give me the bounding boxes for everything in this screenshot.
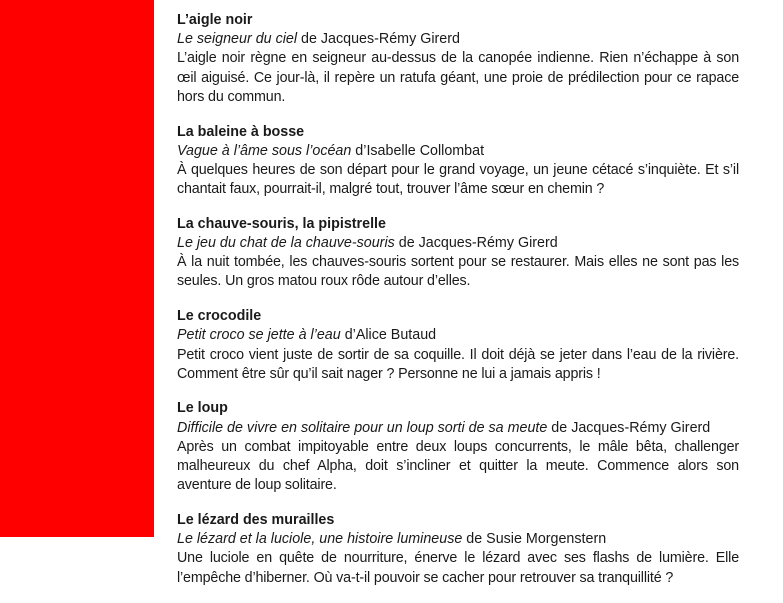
book-title: Petit croco se jette à l’eau (177, 327, 341, 344)
entry-description: Après un combat impitoyable entre deux loups concurrents, le mâle bêta, challenger malheureux du chef Alpha, doit s’incliner et quitter la meute. Commence alors son aventure de loup solitaire. (177, 438, 739, 494)
entry-source (177, 326, 739, 345)
author-name: Isabelle Collombat (366, 142, 485, 159)
entry-description: Une luciole en quête de nourriture, énerve le lézard avec ses flashs de lumière. Elle l’empêche d’hiberner. Où va-t-il pouvoir se cacher pour retrouver sa tranquillité ? (177, 550, 739, 586)
book-title: Le jeu du chat de la chauve-souris (177, 235, 395, 252)
book-list (177, 11, 739, 603)
author-prefix: d’ (351, 142, 367, 159)
entry-title: Le loup (177, 400, 228, 417)
book-entry-baleine-a-bosse (177, 123, 739, 200)
author-name: Jacques-Rémy Girerd (571, 419, 711, 436)
author-prefix: d’ (340, 327, 356, 344)
entry-source (177, 142, 739, 161)
author-prefix: de (394, 235, 419, 252)
entry-source (177, 234, 739, 253)
entry-source (177, 530, 739, 549)
author-prefix: de (547, 419, 572, 436)
entry-title: Le lézard des murailles (177, 511, 335, 528)
book-entry-crocodile (177, 307, 739, 384)
book-entry-lezard-des-murailles (177, 511, 739, 588)
author-name: Susie Morgenstern (486, 531, 607, 548)
author-prefix: de (297, 31, 321, 48)
author-name: Alice Butaud (355, 327, 437, 344)
entry-title: La baleine à bosse (177, 123, 305, 140)
entry-source (177, 30, 739, 49)
entry-title: Le crocodile (177, 308, 262, 325)
entry-title: La chauve-souris, la pipistrelle (177, 215, 386, 232)
author-prefix: de (462, 531, 487, 548)
book-title: Le seigneur du ciel (177, 31, 298, 48)
book-title: Difficile de vivre en solitaire pour un loup sorti de sa meute (177, 419, 548, 436)
author-name: Jacques-Rémy Girerd (320, 31, 460, 48)
entry-source (177, 419, 739, 438)
entry-description: À la nuit tombée, les chauves-souris sortent pour se restaurer. Mais elles ne sont pas les seules. Un gros matou roux rôde autour d’elles. (177, 254, 739, 290)
book-title: Vague à l’âme sous l’océan (177, 142, 352, 159)
entry-description: Petit croco vient juste de sortir de sa coquille. Il doit déjà se jeter dans l’eau de la rivière. Comment être sûr qu’il sait nager ? Personne ne lui a jamais appris ! (177, 346, 739, 382)
red-sidebar-band (0, 0, 154, 537)
book-entry-aigle-noir (177, 11, 739, 107)
book-title: Le lézard et la luciole, une histoire lumineuse (177, 531, 463, 548)
entry-description: L’aigle noir règne en seigneur au-dessus de la canopée indienne. Rien n’échappe à son œil aiguisé. Ce jour-là, il repère un ratufa géant, une proie de prédilection pour ce rapace hors du commun. (177, 50, 739, 105)
book-entry-chauve-souris (177, 215, 739, 292)
entry-description: À quelques heures de son départ pour le grand voyage, un jeune cétacé s’inquiète. Et s’il chantait faux, pourrait-il, malgré tout, trouver l’âme sœur en chemin ? (177, 161, 739, 198)
author-name: Jacques-Rémy Girerd (418, 235, 558, 252)
book-entry-loup (177, 399, 739, 495)
entry-title: L’aigle noir (177, 12, 253, 28)
